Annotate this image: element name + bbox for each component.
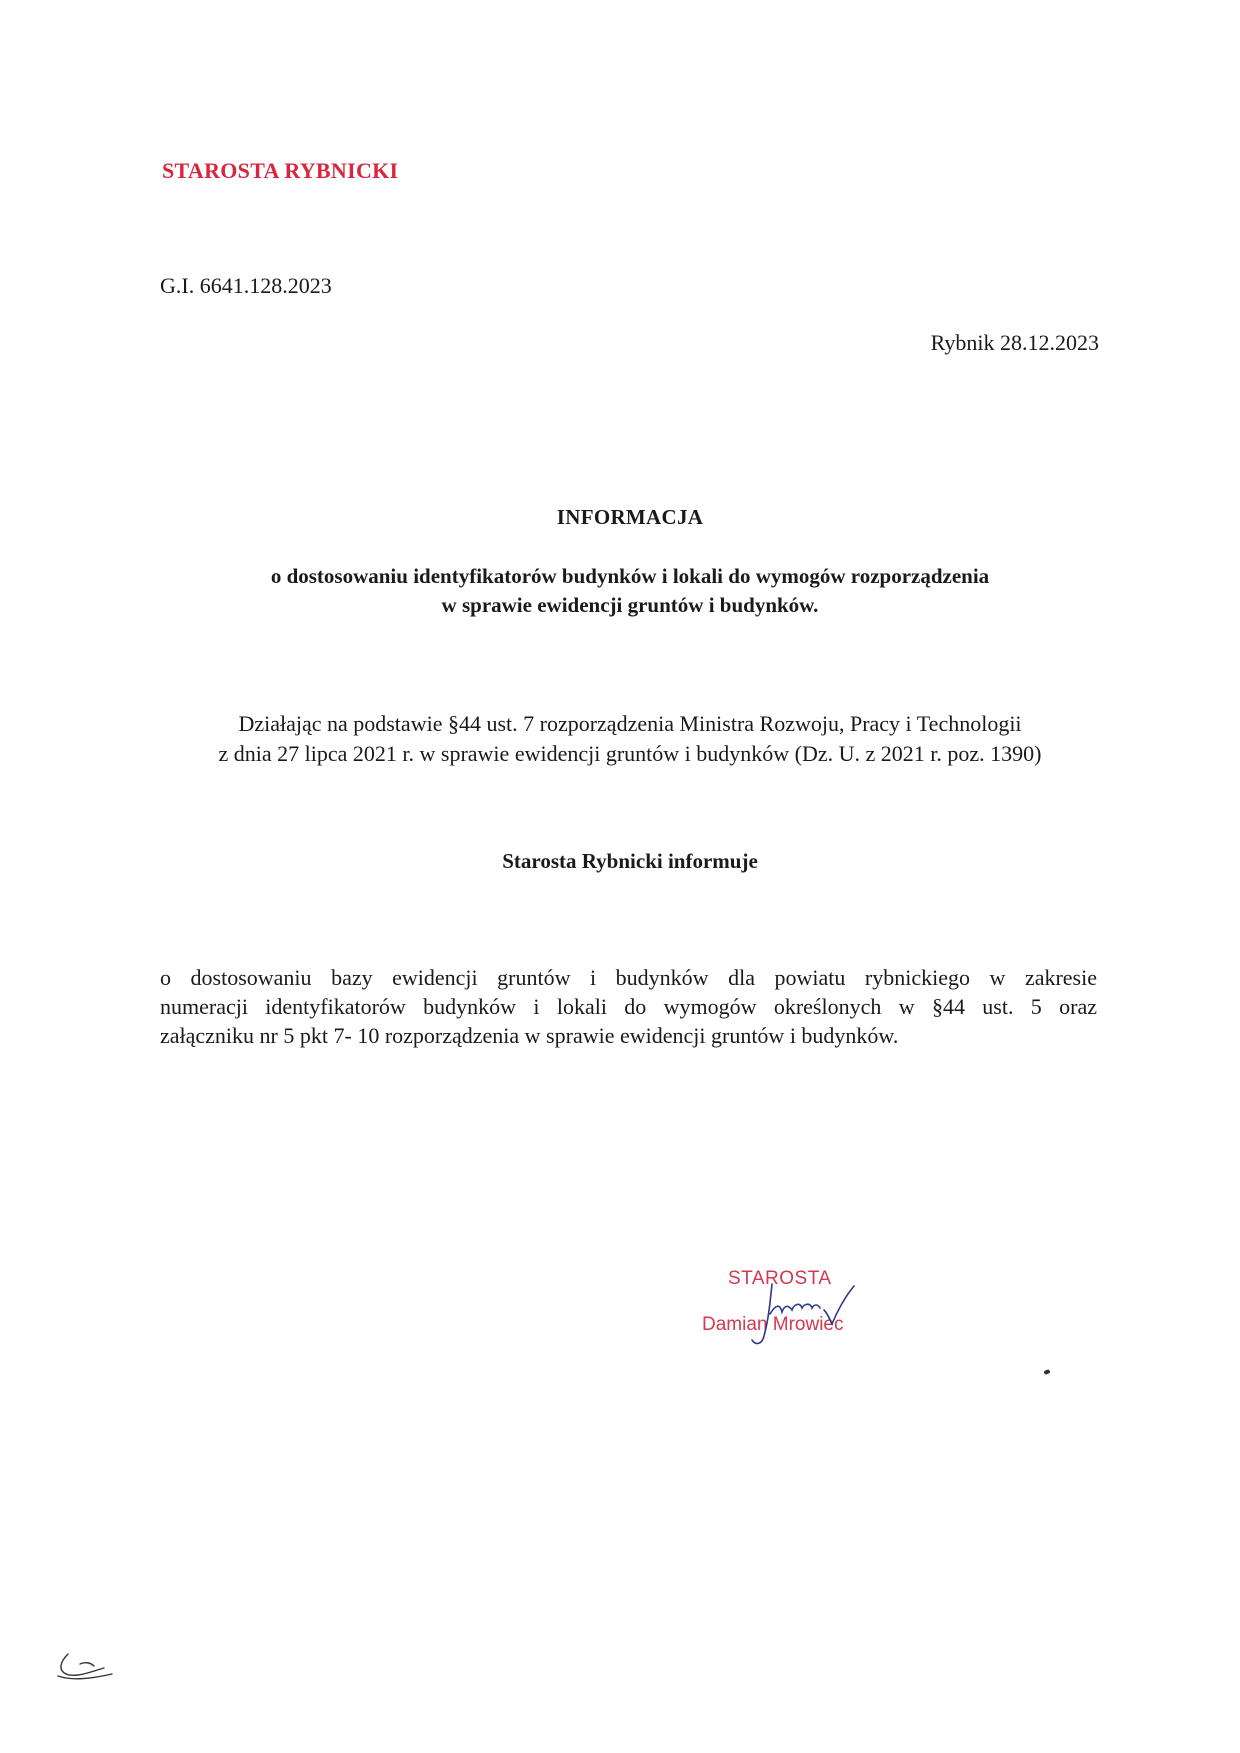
paraph-icon — [50, 1650, 120, 1690]
official-stamp — [700, 1268, 900, 1358]
office-header: STAROSTA RYBNICKI — [162, 158, 399, 183]
body-line: o dostosowaniu bazy ewidencji gruntów i budynków dla powiatu rybnickiego w zakresie — [160, 965, 1097, 990]
place-date: Rybnik 28.12.2023 — [930, 330, 1099, 355]
document-subtitle — [0, 562, 1240, 620]
legal-basis-paragraph — [150, 709, 1110, 769]
subtitle-line: w sprawie ewidencji gruntów i budynków. — [441, 593, 819, 617]
case-number: G.I. 6641.128.2023 — [160, 273, 332, 298]
scan-speck — [1043, 1369, 1050, 1375]
document-title: INFORMACJA — [556, 505, 704, 529]
body-line: numeracji identyfikatorów budynków i lokali do wymogów określonych w §44 ust. 5 oraz — [160, 994, 1097, 1019]
legal-basis-line: z dnia 27 lipca 2021 r. w sprawie ewidencji gruntów i budynków (Dz. U. z 2021 r. poz. 1390) — [218, 741, 1042, 766]
announcement-heading: Starosta Rybnicki informuje — [502, 849, 758, 873]
legal-basis-line: Działając na podstawie §44 ust. 7 rozporządzenia Ministra Rozwoju, Pracy i Technologii — [238, 711, 1022, 736]
body-paragraph — [160, 963, 1097, 1050]
body-line: załączniku nr 5 pkt 7- 10 rozporządzenia w sprawie ewidencji gruntów i budynków. — [160, 1023, 899, 1048]
signature-icon — [740, 1274, 860, 1354]
stamp-title: STAROSTA — [728, 1268, 832, 1289]
stamp-name: Damian Mrowiec — [702, 1314, 844, 1335]
subtitle-line: o dostosowaniu identyfikatorów budynków i lokali do wymogów rozporządzenia — [270, 564, 990, 588]
